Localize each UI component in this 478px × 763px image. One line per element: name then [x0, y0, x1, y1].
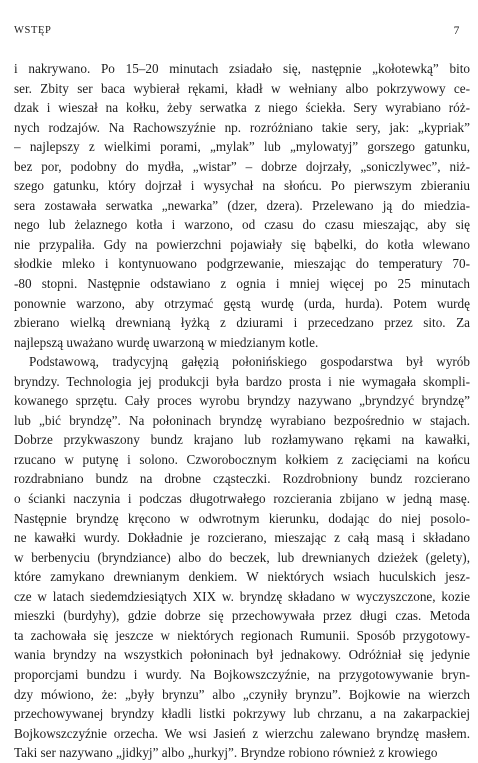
text-line: Następnie bryndzę kręcono w odwrotnym kierunku, dodając do niej posolo-: [14, 510, 470, 526]
body-text: [14, 59, 470, 763]
text-line: zbierano wielką drewnianą łyżką z dziurami i przecedzano przez sito. Za: [14, 315, 470, 331]
text-line: i nakrywano. Po 15–20 minutach zsiadało się, następnie „kołotewką” bito: [14, 61, 470, 76]
text-line: nych rodzajów. Na Rachowszyźnie np. rozróżniano takie sery, jak: „kypriak”: [14, 119, 470, 135]
text-line: najlepszą uważano wurdę uwarzoną w miedzianym kotle.: [14, 334, 319, 350]
paragraph: [14, 352, 470, 762]
text-line: ta zachowała się jeszcze w niektórych regionach Rumunii. Sposób przygotowy-: [14, 627, 470, 643]
text-line: -80 stopni. Następnie odstawiano z ognia i mniej więcej po 25 minutach: [14, 276, 470, 292]
text-line: wania bryndzy na wszystkich połoninach był jednakowy. Odróżniał się jedynie: [14, 647, 470, 663]
text-line: rzucano w putynę i solono. Czworobocznym kołkiem z zacięciami na końcu: [14, 451, 470, 467]
page-number: 7: [453, 25, 460, 37]
text-line: Dobrze przykwaszony bundz krajano lub rozłamywano rękami na kawałki,: [14, 432, 470, 448]
text-line: kowanego sprzętu. Cały proces wyrobu bryndzy nazywano „bryndzyć bryndzę”: [14, 393, 470, 409]
paragraph: [14, 59, 470, 352]
text-line: rozdrabniano bundz na drobne cząsteczki. Rozdrobniony bundz rozcierano: [14, 471, 470, 487]
text-line: bez por, podobny do mydła, „wistar” – dobrze dojrzały, „soniczlywec”, niż-: [14, 158, 470, 174]
text-line: dzak i wieszał na kołku, żeby serwatka z niego ściekła. Sery wyrabiano róż-: [14, 100, 470, 116]
text-line: Bojkowszczyźnie orzecha. We wsi Jasień z wierzchu zalewano bryndzę masłem.: [14, 725, 470, 741]
text-line: ne kawałki wurdy. Dokładnie je rozcierano, mieszając z całą masą i składano: [14, 530, 470, 546]
text-line: o ścianki naczynia i podczas długotrwałego rozcierania zbijano w jedną masę.: [14, 491, 470, 507]
text-line: mieszki (burdyhy), gdzie dobrze się przechowywała przez długi czas. Metoda: [14, 608, 470, 624]
text-line: nego lub żelaznego kotła i warzono, od czasu do czasu mieszając, aby się: [14, 217, 470, 233]
text-line: słodkie mleko i kontynuowano podgrzewanie, mieszając do temperatury 70-: [14, 256, 470, 272]
running-head-section-title: WSTĘP: [14, 25, 52, 36]
text-line: Podstawową, tradycyjną gałęzią połonińskiego gospodarstwa był wyrób: [29, 354, 470, 370]
text-line: sera zostawała serwatka „newarka” (dzer, dzera). Przelewano ją do miedzia-: [14, 197, 470, 213]
text-line: ponownie warzono, aby otrzymać gęstą wurdę (urda, hurda). Potem wurdę: [14, 295, 470, 311]
running-head: [14, 25, 460, 39]
text-line: bryndzy. Technologia jej produkcji była bardzo prosta i nie wymagała skompli-: [14, 373, 470, 389]
text-line: nie przypaliła. Gdy na powierzchni pojawiały się bąbelki, do kotła wlewano: [14, 236, 470, 252]
text-line: dzy mówiono, że: „były brynzu” albo „czyniły brynzu”. Bojkowie na wierzch: [14, 686, 470, 702]
text-line: przechowywanej bryndzy kładli listki pokrzywy lub chrzanu, a na zakarpackiej: [14, 706, 470, 722]
text-line: w berbenyciu (bryndziance) albo do beczek, lub drewnianych dzieżek (gelety),: [14, 549, 470, 565]
text-line: – najlepszy z wielkimi porami, „mylak” lub „mylowatyj” gorszego gatunku,: [14, 139, 470, 155]
text-line: cze w latach siedemdziesiątych XIX w. bryndzę składano w wyczyszczone, kozie: [14, 588, 470, 604]
text-line: szego gatunku, który dojrzał i wysychał na słońcu. Po pierwszym zbieraniu: [14, 178, 470, 194]
text-line: Taki ser nazywano „jidkyj” albo „hurkyj”. Bryndze robiono również z krowiego: [14, 745, 438, 761]
text-line: proporcjami bundzu i wurdy. Na Bojkowszczyźnie, na przygotowywanie bryn-: [14, 666, 470, 682]
text-line: ser. Zbity ser baca wybierał rękami, kładł w wełniany albo pokrzywowy ce-: [14, 80, 470, 96]
text-line: lub „bić bryndzę”. Na połoninach bryndzę wyrabiano bezpośrednio w stajach.: [14, 412, 470, 428]
text-line: które zamykano drewnianym denkiem. W niektórych wsiach huculskich jesz-: [14, 569, 470, 585]
